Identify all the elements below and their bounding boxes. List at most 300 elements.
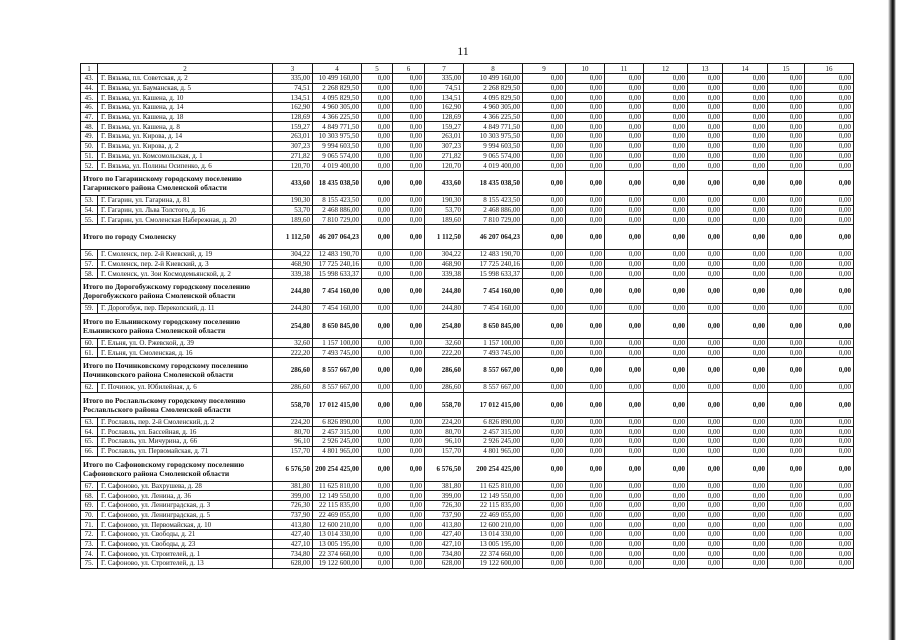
col-14-value-cell: 0,00 <box>723 456 768 481</box>
col-12-value-cell: 0,00 <box>644 304 688 314</box>
col-12-value-cell: 0,00 <box>644 132 688 142</box>
col-16-value-cell: 0,00 <box>805 456 854 481</box>
address-cell: Г. Вязьма, ул. Кирова, д. 14 <box>98 132 273 142</box>
col-14-value-cell: 0,00 <box>723 161 768 171</box>
col-14-value-cell: 0,00 <box>723 417 768 427</box>
col-8-value-cell: 22 469 055,00 <box>464 510 523 520</box>
col-7-value-cell: 628,00 <box>425 559 464 569</box>
col-7-value-cell: 1 112,50 <box>425 224 464 249</box>
col-16-value-cell: 0,00 <box>805 304 854 314</box>
subtotal-label-line: Гагаринского района Смоленской области <box>83 182 227 192</box>
table-row <box>81 83 854 93</box>
col-4-value-cell: 17 012 415,00 <box>313 392 362 417</box>
col-10-value-cell: 0,00 <box>566 151 605 161</box>
table-body <box>81 74 854 569</box>
table-row <box>81 93 854 103</box>
col-6-value-cell: 0,00 <box>393 83 425 93</box>
col-10-value-cell: 0,00 <box>566 520 605 530</box>
col-8-value-cell: 2 457 315,00 <box>464 427 523 437</box>
col-11-value-cell: 0,00 <box>605 491 644 501</box>
row-number-cell: 69. <box>81 500 98 510</box>
col-9-value-cell: 0,00 <box>523 529 566 539</box>
row-number-cell: 71. <box>81 520 98 530</box>
col-11-value-cell: 0,00 <box>605 224 644 249</box>
col-3-value-cell: 468,90 <box>273 259 313 269</box>
col-12-value-cell: 0,00 <box>644 122 688 132</box>
col-14-value-cell: 0,00 <box>723 348 768 358</box>
col-7-value-cell: 189,60 <box>425 215 464 225</box>
col-9-value-cell: 0,00 <box>523 215 566 225</box>
row-number-cell: 53. <box>81 195 98 205</box>
col-7-value-cell: 120,70 <box>425 161 464 171</box>
address-cell: Г. Сафоново, ул. Свободы, д. 23 <box>98 539 273 549</box>
col-11-value-cell: 0,00 <box>605 132 644 142</box>
col-5-value-cell: 0,00 <box>362 500 393 510</box>
address-cell: Г. Вязьма, ул. Полины Осипенко, д. 6 <box>98 161 273 171</box>
col-13-value-cell: 0,00 <box>688 510 723 520</box>
col-15-value-cell: 0,00 <box>768 392 805 417</box>
col-7-value-cell: 413,80 <box>425 520 464 530</box>
table-header <box>81 64 854 74</box>
col-14-value-cell: 0,00 <box>723 259 768 269</box>
col-7-value-cell: 726,30 <box>425 500 464 510</box>
address-cell: Г. Сафоново, ул. Строителей, д. 13 <box>98 559 273 569</box>
col-3-value-cell: 286,60 <box>273 358 313 383</box>
col-14-value-cell: 0,00 <box>723 559 768 569</box>
col-8-value-cell: 4 366 225,50 <box>464 112 523 122</box>
col-9-value-cell: 0,00 <box>523 539 566 549</box>
col-12-value-cell: 0,00 <box>644 112 688 122</box>
table-row <box>81 383 854 393</box>
table-row <box>81 529 854 539</box>
col-14-value-cell: 0,00 <box>723 338 768 348</box>
col-10-value-cell: 0,00 <box>566 500 605 510</box>
table-row <box>81 151 854 161</box>
col-4-value-cell: 10 499 160,00 <box>313 74 362 84</box>
address-cell: Г. Сафоново, ул. Ленинградская, д. 5 <box>98 510 273 520</box>
address-cell: Г. Рославль, ул. Бассейная, д. 16 <box>98 427 273 437</box>
col-10-value-cell: 0,00 <box>566 539 605 549</box>
col-4-value-cell: 2 268 829,50 <box>313 83 362 93</box>
col-11-value-cell: 0,00 <box>605 195 644 205</box>
col-15-value-cell: 0,00 <box>768 520 805 530</box>
col-3-value-cell: 159,27 <box>273 122 313 132</box>
column-number-header: 5 <box>362 64 393 74</box>
col-13-value-cell: 0,00 <box>688 520 723 530</box>
col-6-value-cell: 0,00 <box>393 215 425 225</box>
col-3-value-cell: 263,01 <box>273 132 313 142</box>
col-3-value-cell: 6 576,50 <box>273 456 313 481</box>
address-cell: Г. Вязьма, ул. Комсомольская, д. 1 <box>98 151 273 161</box>
col-8-value-cell: 8 557 667,00 <box>464 358 523 383</box>
column-number-header: 6 <box>393 64 425 74</box>
col-4-value-cell: 8 557 667,00 <box>313 383 362 393</box>
col-7-value-cell: 190,30 <box>425 195 464 205</box>
col-13-value-cell: 0,00 <box>688 103 723 113</box>
col-16-value-cell: 0,00 <box>805 151 854 161</box>
address-cell: Г. Смоленск, пер. 2-й Киевский, д. 3 <box>98 259 273 269</box>
col-15-value-cell: 0,00 <box>768 249 805 259</box>
col-10-value-cell: 0,00 <box>566 269 605 279</box>
col-12-value-cell: 0,00 <box>644 446 688 456</box>
col-13-value-cell: 0,00 <box>688 491 723 501</box>
address-cell: Г. Сафоново, ул. Вахрушева, д. 28 <box>98 481 273 491</box>
col-11-value-cell: 0,00 <box>605 539 644 549</box>
col-8-value-cell: 2 926 245,00 <box>464 437 523 447</box>
col-9-value-cell: 0,00 <box>523 446 566 456</box>
col-15-value-cell: 0,00 <box>768 500 805 510</box>
col-13-value-cell: 0,00 <box>688 279 723 304</box>
col-3-value-cell: 190,30 <box>273 195 313 205</box>
col-15-value-cell: 0,00 <box>768 417 805 427</box>
subtotal-label <box>81 279 273 304</box>
col-7-value-cell: 468,90 <box>425 259 464 269</box>
col-13-value-cell: 0,00 <box>688 549 723 559</box>
col-8-value-cell: 19 122 600,00 <box>464 559 523 569</box>
col-11-value-cell: 0,00 <box>605 74 644 84</box>
subtotal-label-line: Итого по Починковскому городскому поселению <box>83 361 249 371</box>
col-16-value-cell: 0,00 <box>805 122 854 132</box>
col-12-value-cell: 0,00 <box>644 83 688 93</box>
col-5-value-cell: 0,00 <box>362 279 393 304</box>
row-number-cell: 55. <box>81 215 98 225</box>
col-9-value-cell: 0,00 <box>523 170 566 195</box>
subtotal-row <box>81 456 854 481</box>
subtotal-label-line: Ельнинского района Смоленской области <box>83 325 226 335</box>
col-5-value-cell: 0,00 <box>362 383 393 393</box>
col-15-value-cell: 0,00 <box>768 539 805 549</box>
col-6-value-cell: 0,00 <box>393 491 425 501</box>
col-7-value-cell: 271,82 <box>425 151 464 161</box>
col-4-value-cell: 8 650 845,00 <box>313 313 362 338</box>
col-12-value-cell: 0,00 <box>644 520 688 530</box>
col-15-value-cell: 0,00 <box>768 170 805 195</box>
col-16-value-cell: 0,00 <box>805 269 854 279</box>
col-4-value-cell: 12 600 210,00 <box>313 520 362 530</box>
col-15-value-cell: 0,00 <box>768 132 805 142</box>
col-12-value-cell: 0,00 <box>644 215 688 225</box>
col-8-value-cell: 22 374 660,00 <box>464 549 523 559</box>
address-cell: Г. Гагарин, ул. Смоленская Набережная, д. 20 <box>98 215 273 225</box>
col-9-value-cell: 0,00 <box>523 304 566 314</box>
col-16-value-cell: 0,00 <box>805 358 854 383</box>
col-14-value-cell: 0,00 <box>723 112 768 122</box>
col-7-value-cell: 244,80 <box>425 279 464 304</box>
col-3-value-cell: 189,60 <box>273 215 313 225</box>
col-3-value-cell: 244,80 <box>273 304 313 314</box>
col-13-value-cell: 0,00 <box>688 170 723 195</box>
col-9-value-cell: 0,00 <box>523 520 566 530</box>
col-10-value-cell: 0,00 <box>566 392 605 417</box>
column-number-header: 11 <box>605 64 644 74</box>
col-6-value-cell: 0,00 <box>393 392 425 417</box>
col-13-value-cell: 0,00 <box>688 224 723 249</box>
col-10-value-cell: 0,00 <box>566 161 605 171</box>
col-8-value-cell: 2 268 829,50 <box>464 83 523 93</box>
col-7-value-cell: 222,20 <box>425 348 464 358</box>
row-number-cell: 50. <box>81 141 98 151</box>
col-4-value-cell: 1 157 100,00 <box>313 338 362 348</box>
row-number-cell: 43. <box>81 74 98 84</box>
table-row <box>81 549 854 559</box>
column-number-header: 9 <box>523 64 566 74</box>
col-14-value-cell: 0,00 <box>723 510 768 520</box>
address-cell: Г. Вязьма, ул. Кашена, д. 14 <box>98 103 273 113</box>
data-table <box>80 63 854 569</box>
col-5-value-cell: 0,00 <box>362 417 393 427</box>
table-row <box>81 74 854 84</box>
row-number-cell: 57. <box>81 259 98 269</box>
col-10-value-cell: 0,00 <box>566 446 605 456</box>
col-9-value-cell: 0,00 <box>523 205 566 215</box>
col-5-value-cell: 0,00 <box>362 170 393 195</box>
col-8-value-cell: 8 155 423,50 <box>464 195 523 205</box>
col-3-value-cell: 304,22 <box>273 249 313 259</box>
col-14-value-cell: 0,00 <box>723 529 768 539</box>
col-12-value-cell: 0,00 <box>644 348 688 358</box>
col-4-value-cell: 4 019 400,00 <box>313 161 362 171</box>
col-14-value-cell: 0,00 <box>723 151 768 161</box>
col-9-value-cell: 0,00 <box>523 279 566 304</box>
subtotal-row <box>81 358 854 383</box>
col-5-value-cell: 0,00 <box>362 481 393 491</box>
col-10-value-cell: 0,00 <box>566 170 605 195</box>
row-number-cell: 47. <box>81 112 98 122</box>
address-cell: Г. Дорогобуж, пер. Перекопский, д. 11 <box>98 304 273 314</box>
address-cell: Г. Ельня, ул. О. Ржевской, д. 39 <box>98 338 273 348</box>
col-7-value-cell: 286,60 <box>425 358 464 383</box>
col-11-value-cell: 0,00 <box>605 437 644 447</box>
col-8-value-cell: 9 065 574,00 <box>464 151 523 161</box>
col-4-value-cell: 13 014 330,00 <box>313 529 362 539</box>
col-8-value-cell: 2 468 886,00 <box>464 205 523 215</box>
address-cell: Г. Починок, ул. Юбилейная, д. 6 <box>98 383 273 393</box>
col-4-value-cell: 10 303 975,50 <box>313 132 362 142</box>
col-7-value-cell: 128,69 <box>425 112 464 122</box>
col-9-value-cell: 0,00 <box>523 249 566 259</box>
col-11-value-cell: 0,00 <box>605 103 644 113</box>
col-12-value-cell: 0,00 <box>644 549 688 559</box>
address-cell: Г. Вязьма, ул. Кашена, д. 18 <box>98 112 273 122</box>
table-row <box>81 446 854 456</box>
col-5-value-cell: 0,00 <box>362 224 393 249</box>
col-11-value-cell: 0,00 <box>605 427 644 437</box>
col-6-value-cell: 0,00 <box>393 103 425 113</box>
row-number-cell: 73. <box>81 539 98 549</box>
col-8-value-cell: 1 157 100,00 <box>464 338 523 348</box>
col-4-value-cell: 6 826 890,00 <box>313 417 362 427</box>
col-5-value-cell: 0,00 <box>362 338 393 348</box>
col-14-value-cell: 0,00 <box>723 549 768 559</box>
col-6-value-cell: 0,00 <box>393 338 425 348</box>
col-11-value-cell: 0,00 <box>605 338 644 348</box>
col-15-value-cell: 0,00 <box>768 338 805 348</box>
col-7-value-cell: 6 576,50 <box>425 456 464 481</box>
col-15-value-cell: 0,00 <box>768 151 805 161</box>
row-number-cell: 59. <box>81 304 98 314</box>
col-12-value-cell: 0,00 <box>644 103 688 113</box>
col-16-value-cell: 0,00 <box>805 549 854 559</box>
col-14-value-cell: 0,00 <box>723 170 768 195</box>
col-9-value-cell: 0,00 <box>523 112 566 122</box>
col-7-value-cell: 399,00 <box>425 491 464 501</box>
table-row <box>81 141 854 151</box>
col-9-value-cell: 0,00 <box>523 259 566 269</box>
col-7-value-cell: 53,70 <box>425 205 464 215</box>
col-6-value-cell: 0,00 <box>393 269 425 279</box>
col-10-value-cell: 0,00 <box>566 529 605 539</box>
table-row <box>81 112 854 122</box>
col-12-value-cell: 0,00 <box>644 559 688 569</box>
col-14-value-cell: 0,00 <box>723 122 768 132</box>
col-15-value-cell: 0,00 <box>768 358 805 383</box>
col-11-value-cell: 0,00 <box>605 313 644 338</box>
col-10-value-cell: 0,00 <box>566 141 605 151</box>
col-7-value-cell: 74,51 <box>425 83 464 93</box>
col-4-value-cell: 7 454 160,00 <box>313 304 362 314</box>
address-cell: Г. Гагарин, ул. Льва Толстого, д. 16 <box>98 205 273 215</box>
col-8-value-cell: 10 499 160,00 <box>464 74 523 84</box>
col-3-value-cell: 128,69 <box>273 112 313 122</box>
col-9-value-cell: 0,00 <box>523 500 566 510</box>
col-6-value-cell: 0,00 <box>393 539 425 549</box>
col-15-value-cell: 0,00 <box>768 74 805 84</box>
col-10-value-cell: 0,00 <box>566 279 605 304</box>
col-15-value-cell: 0,00 <box>768 446 805 456</box>
col-4-value-cell: 4 366 225,50 <box>313 112 362 122</box>
col-5-value-cell: 0,00 <box>362 549 393 559</box>
col-5-value-cell: 0,00 <box>362 510 393 520</box>
col-6-value-cell: 0,00 <box>393 446 425 456</box>
col-16-value-cell: 0,00 <box>805 529 854 539</box>
col-8-value-cell: 22 115 835,00 <box>464 500 523 510</box>
col-16-value-cell: 0,00 <box>805 249 854 259</box>
col-8-value-cell: 12 483 190,70 <box>464 249 523 259</box>
col-9-value-cell: 0,00 <box>523 83 566 93</box>
col-4-value-cell: 7 454 160,00 <box>313 279 362 304</box>
col-5-value-cell: 0,00 <box>362 215 393 225</box>
col-13-value-cell: 0,00 <box>688 481 723 491</box>
col-9-value-cell: 0,00 <box>523 437 566 447</box>
col-6-value-cell: 0,00 <box>393 224 425 249</box>
col-16-value-cell: 0,00 <box>805 93 854 103</box>
table-row <box>81 103 854 113</box>
col-14-value-cell: 0,00 <box>723 491 768 501</box>
col-4-value-cell: 12 483 190,70 <box>313 249 362 259</box>
col-13-value-cell: 0,00 <box>688 269 723 279</box>
row-number-cell: 58. <box>81 269 98 279</box>
col-4-value-cell: 8 557 667,00 <box>313 358 362 383</box>
col-16-value-cell: 0,00 <box>805 259 854 269</box>
column-number-header: 7 <box>425 64 464 74</box>
col-3-value-cell: 32,60 <box>273 338 313 348</box>
col-10-value-cell: 0,00 <box>566 549 605 559</box>
col-13-value-cell: 0,00 <box>688 446 723 456</box>
col-9-value-cell: 0,00 <box>523 427 566 437</box>
col-6-value-cell: 0,00 <box>393 456 425 481</box>
col-8-value-cell: 12 600 210,00 <box>464 520 523 530</box>
col-11-value-cell: 0,00 <box>605 83 644 93</box>
col-9-value-cell: 0,00 <box>523 93 566 103</box>
col-9-value-cell: 0,00 <box>523 269 566 279</box>
table-row <box>81 481 854 491</box>
col-11-value-cell: 0,00 <box>605 249 644 259</box>
row-number-cell: 64. <box>81 427 98 437</box>
col-12-value-cell: 0,00 <box>644 93 688 103</box>
address-cell: Г. Вязьма, ул. Кашена, д. 10 <box>98 93 273 103</box>
col-11-value-cell: 0,00 <box>605 392 644 417</box>
col-8-value-cell: 4 019 400,00 <box>464 161 523 171</box>
col-15-value-cell: 0,00 <box>768 83 805 93</box>
col-15-value-cell: 0,00 <box>768 259 805 269</box>
col-10-value-cell: 0,00 <box>566 510 605 520</box>
col-10-value-cell: 0,00 <box>566 491 605 501</box>
col-13-value-cell: 0,00 <box>688 74 723 84</box>
col-15-value-cell: 0,00 <box>768 456 805 481</box>
col-7-value-cell: 734,80 <box>425 549 464 559</box>
col-11-value-cell: 0,00 <box>605 500 644 510</box>
col-12-value-cell: 0,00 <box>644 383 688 393</box>
col-8-value-cell: 8 557 667,00 <box>464 383 523 393</box>
address-cell: Г. Вязьма, ул. Бауманская, д. 5 <box>98 83 273 93</box>
col-13-value-cell: 0,00 <box>688 93 723 103</box>
col-6-value-cell: 0,00 <box>393 170 425 195</box>
col-8-value-cell: 4 849 771,50 <box>464 122 523 132</box>
col-14-value-cell: 0,00 <box>723 304 768 314</box>
col-5-value-cell: 0,00 <box>362 205 393 215</box>
col-15-value-cell: 0,00 <box>768 510 805 520</box>
col-14-value-cell: 0,00 <box>723 500 768 510</box>
col-5-value-cell: 0,00 <box>362 446 393 456</box>
col-5-value-cell: 0,00 <box>362 195 393 205</box>
col-4-value-cell: 46 207 064,23 <box>313 224 362 249</box>
col-16-value-cell: 0,00 <box>805 383 854 393</box>
col-8-value-cell: 4 960 305,00 <box>464 103 523 113</box>
col-5-value-cell: 0,00 <box>362 161 393 171</box>
col-11-value-cell: 0,00 <box>605 141 644 151</box>
table-row <box>81 539 854 549</box>
row-number-cell: 70. <box>81 510 98 520</box>
col-3-value-cell: 433,60 <box>273 170 313 195</box>
col-14-value-cell: 0,00 <box>723 279 768 304</box>
col-13-value-cell: 0,00 <box>688 151 723 161</box>
col-13-value-cell: 0,00 <box>688 358 723 383</box>
col-10-value-cell: 0,00 <box>566 224 605 249</box>
column-number-header: 3 <box>273 64 313 74</box>
col-5-value-cell: 0,00 <box>362 313 393 338</box>
table-row <box>81 269 854 279</box>
col-13-value-cell: 0,00 <box>688 539 723 549</box>
col-6-value-cell: 0,00 <box>393 481 425 491</box>
col-4-value-cell: 12 149 550,00 <box>313 491 362 501</box>
col-8-value-cell: 18 435 038,50 <box>464 170 523 195</box>
col-10-value-cell: 0,00 <box>566 93 605 103</box>
col-4-value-cell: 9 994 603,50 <box>313 141 362 151</box>
col-7-value-cell: 134,51 <box>425 93 464 103</box>
col-16-value-cell: 0,00 <box>805 205 854 215</box>
col-4-value-cell: 7 493 745,00 <box>313 348 362 358</box>
table-row <box>81 259 854 269</box>
table-row <box>81 249 854 259</box>
col-6-value-cell: 0,00 <box>393 358 425 383</box>
col-4-value-cell: 15 998 633,37 <box>313 269 362 279</box>
col-5-value-cell: 0,00 <box>362 559 393 569</box>
subtotal-label-line: Итого по Рославльскому городскому поселению <box>83 395 246 405</box>
col-3-value-cell: 335,00 <box>273 74 313 84</box>
col-7-value-cell: 162,90 <box>425 103 464 113</box>
col-6-value-cell: 0,00 <box>393 348 425 358</box>
col-10-value-cell: 0,00 <box>566 83 605 93</box>
